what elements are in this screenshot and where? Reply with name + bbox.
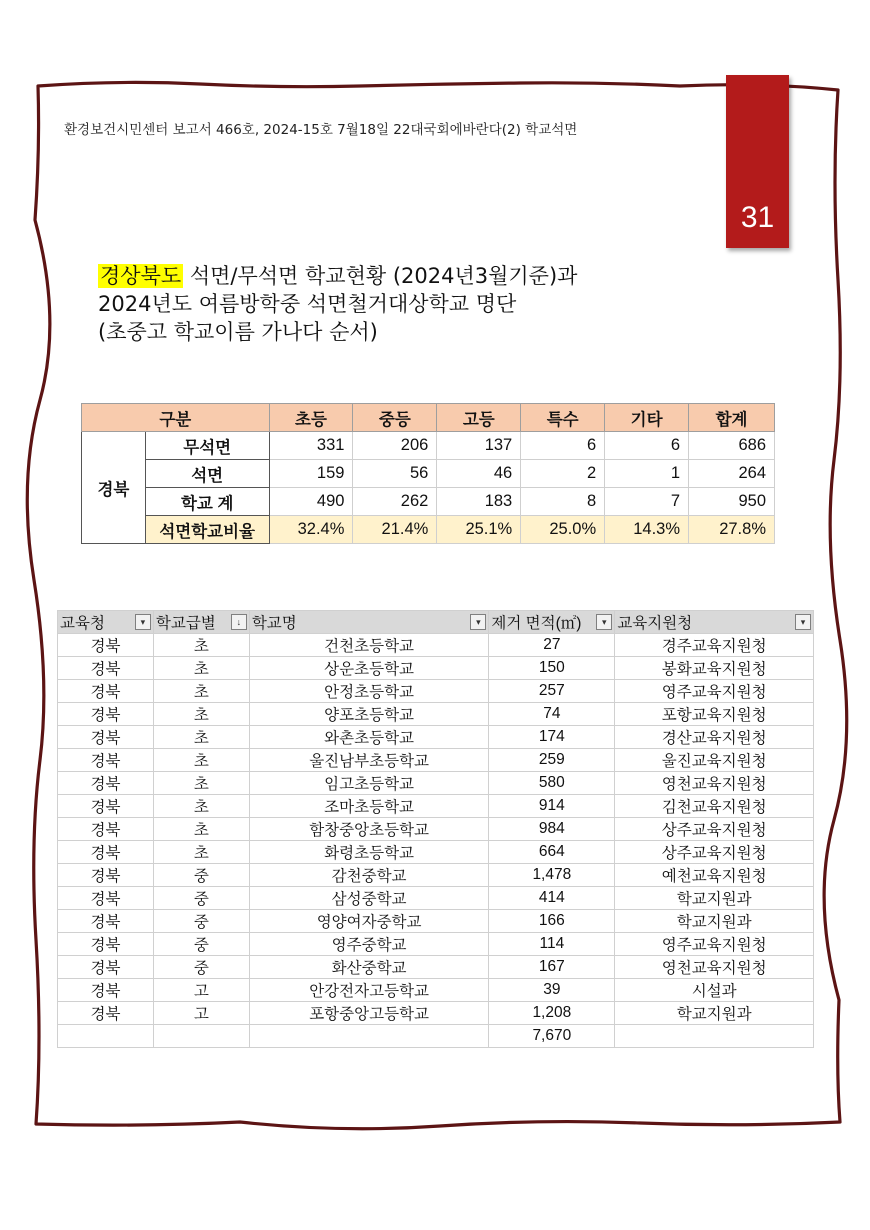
summary-cell: 950: [689, 488, 775, 516]
summary-cell: 183: [437, 488, 521, 516]
summary-cell: 159: [269, 460, 353, 488]
header-education-office[interactable]: [58, 611, 154, 634]
cell-school-name: 안정초등학교: [249, 680, 489, 703]
cell-school-name: 양포초등학교: [249, 703, 489, 726]
cell-support-office: 포항교육지원청: [615, 703, 814, 726]
summary-cell: 27.8%: [689, 516, 775, 544]
summary-row-label: 학교 계: [145, 488, 269, 516]
summary-header-category: 구분: [82, 404, 270, 432]
summary-cell: 262: [353, 488, 437, 516]
summary-cell: 7: [605, 488, 689, 516]
summary-table: [81, 403, 775, 544]
cell-education-office: 경북: [58, 634, 154, 657]
summary-row-asbestos: [82, 460, 775, 488]
table-row: [58, 956, 814, 979]
cell-education-office: 경북: [58, 749, 154, 772]
cell-school-level: 초: [153, 680, 249, 703]
report-header: 환경보건시민센터 보고서 466호, 2024-15호 7월18일 22대국회에바란다(2) 학교석면: [64, 122, 578, 138]
summary-cell: 686: [689, 432, 775, 460]
cell-support-office: 예천교육지원청: [615, 864, 814, 887]
cell-support-office: 상주교육지원청: [615, 841, 814, 864]
cell-support-office: 경산교육지원청: [615, 726, 814, 749]
summary-cell: 1: [605, 460, 689, 488]
cell-school-name: 조마초등학교: [249, 795, 489, 818]
summary-cell: 206: [353, 432, 437, 460]
list-header-row: [58, 611, 814, 634]
cell-removal-area: 150: [489, 657, 615, 680]
cell-support-office: 학교지원과: [615, 910, 814, 933]
cell-removal-area: 27: [489, 634, 615, 657]
cell-removal-area: 1,478: [489, 864, 615, 887]
table-row: [58, 703, 814, 726]
removal-school-list: [57, 610, 814, 1048]
summary-row-label: 무석면: [145, 432, 269, 460]
filter-dropdown-icon[interactable]: ▾: [470, 614, 486, 630]
summary-row-ratio: [82, 516, 775, 544]
summary-cell: 25.1%: [437, 516, 521, 544]
cell-school-level: 초: [153, 634, 249, 657]
cell-school-name: 함창중앙초등학교: [249, 818, 489, 841]
cell-removal-area: 167: [489, 956, 615, 979]
cell-education-office: 경북: [58, 703, 154, 726]
title-line-1-rest: 석면/무석면 학교현황 (2024년3월기준)과: [183, 264, 578, 288]
table-row: [58, 1002, 814, 1025]
cell-school-level: 초: [153, 795, 249, 818]
cell-school-name: 와촌초등학교: [249, 726, 489, 749]
summary-row-label: 석면: [145, 460, 269, 488]
table-row: [58, 979, 814, 1002]
filter-dropdown-icon[interactable]: ▾: [795, 614, 811, 630]
cell-school-name: 상운초등학교: [249, 657, 489, 680]
cell-education-office: 경북: [58, 680, 154, 703]
summary-row-asbestos-free: [82, 432, 775, 460]
summary-cell: 6: [521, 432, 605, 460]
cell-school-level: 초: [153, 703, 249, 726]
header-removal-area[interactable]: [489, 611, 615, 634]
cell-school-level: 중: [153, 864, 249, 887]
cell-support-office: 경주교육지원청: [615, 634, 814, 657]
cell-education-office: 경북: [58, 979, 154, 1002]
cell-education-office: 경북: [58, 795, 154, 818]
table-row: [58, 887, 814, 910]
summary-cell: 137: [437, 432, 521, 460]
cell-school-name: 감천중학교: [249, 864, 489, 887]
summary-header-high: 고등: [437, 404, 521, 432]
cell-support-office: 울진교육지원청: [615, 749, 814, 772]
table-row: [58, 795, 814, 818]
table-row: [58, 657, 814, 680]
cell-education-office: 경북: [58, 726, 154, 749]
header-label: 제거 면적(㎡): [491, 615, 582, 632]
summary-cell: 8: [521, 488, 605, 516]
title-line-3: (초중고 학교이름 가나다 순서): [98, 320, 378, 344]
table-row: [58, 933, 814, 956]
cell-school-name: 영양여자중학교: [249, 910, 489, 933]
cell-support-office: 시설과: [615, 979, 814, 1002]
header-label: 학교급별: [155, 615, 216, 632]
cell-education-office: 경북: [58, 1002, 154, 1025]
cell-school-level: 초: [153, 818, 249, 841]
cell-removal-area: 580: [489, 772, 615, 795]
cell-removal-area: 39: [489, 979, 615, 1002]
cell-support-office: 학교지원과: [615, 887, 814, 910]
cell-school-level: 고: [153, 979, 249, 1002]
cell-removal-area: 914: [489, 795, 615, 818]
empty-cell: [58, 1025, 154, 1048]
cell-education-office: 경북: [58, 956, 154, 979]
table-row: [58, 680, 814, 703]
header-school-level[interactable]: [153, 611, 249, 634]
cell-removal-area: 984: [489, 818, 615, 841]
summary-header-row: [82, 404, 775, 432]
cell-support-office: 영주교육지원청: [615, 933, 814, 956]
cell-education-office: 경북: [58, 818, 154, 841]
cell-removal-area: 174: [489, 726, 615, 749]
summary-header-other: 기타: [605, 404, 689, 432]
summary-cell: 331: [269, 432, 353, 460]
header-label: 교육청: [60, 615, 105, 632]
empty-cell: [153, 1025, 249, 1048]
cell-education-office: 경북: [58, 864, 154, 887]
cell-school-name: 건천초등학교: [249, 634, 489, 657]
cell-school-level: 중: [153, 956, 249, 979]
summary-row-total-schools: [82, 488, 775, 516]
cell-education-office: 경북: [58, 933, 154, 956]
total-area: 7,670: [489, 1025, 615, 1048]
summary-header-total: 합계: [689, 404, 775, 432]
cell-school-level: 중: [153, 933, 249, 956]
cell-school-level: 초: [153, 841, 249, 864]
cell-removal-area: 114: [489, 933, 615, 956]
cell-school-name: 임고초등학교: [249, 772, 489, 795]
cell-school-level: 초: [153, 726, 249, 749]
cell-removal-area: 166: [489, 910, 615, 933]
table-row: [58, 749, 814, 772]
title-line-2: 2024년도 여름방학중 석면철거대상학교 명단: [98, 292, 517, 316]
summary-row-label: 석면학교비율: [145, 516, 269, 544]
table-row: [58, 772, 814, 795]
title-highlight: 경상북도: [100, 264, 182, 288]
cell-removal-area: 414: [489, 887, 615, 910]
cell-support-office: 김천교육지원청: [615, 795, 814, 818]
cell-support-office: 학교지원과: [615, 1002, 814, 1025]
cell-education-office: 경북: [58, 772, 154, 795]
summary-cell: 56: [353, 460, 437, 488]
summary-cell: 46: [437, 460, 521, 488]
filter-dropdown-icon[interactable]: ▾: [596, 614, 612, 630]
summary-header-middle: 중등: [353, 404, 437, 432]
list-body: [58, 634, 814, 1048]
header-school-name[interactable]: [249, 611, 489, 634]
header-support-office[interactable]: [615, 611, 814, 634]
header-label: 학교명: [251, 615, 297, 632]
cell-support-office: 영주교육지원청: [615, 680, 814, 703]
cell-education-office: 경북: [58, 657, 154, 680]
summary-cell: 32.4%: [269, 516, 353, 544]
cell-school-name: 삼성중학교: [249, 887, 489, 910]
cell-support-office: 영천교육지원청: [615, 772, 814, 795]
summary-cell: 6: [605, 432, 689, 460]
summary-cell: 490: [269, 488, 353, 516]
summary-cell: 264: [689, 460, 775, 488]
summary-cell: 21.4%: [353, 516, 437, 544]
cell-removal-area: 74: [489, 703, 615, 726]
cell-removal-area: 259: [489, 749, 615, 772]
cell-support-office: 봉화교육지원청: [615, 657, 814, 680]
page-number: 31: [740, 201, 775, 234]
total-row: [58, 1025, 814, 1048]
title-line-1: [98, 262, 577, 290]
cell-school-name: 안강전자고등학교: [249, 979, 489, 1002]
cell-support-office: 영천교육지원청: [615, 956, 814, 979]
cell-education-office: 경북: [58, 841, 154, 864]
summary-cell: 14.3%: [605, 516, 689, 544]
page-number-tab: [726, 75, 789, 248]
table-row: [58, 910, 814, 933]
table-row: [58, 634, 814, 657]
cell-removal-area: 664: [489, 841, 615, 864]
empty-cell: [615, 1025, 814, 1048]
cell-school-name: 영주중학교: [249, 933, 489, 956]
cell-education-office: 경북: [58, 910, 154, 933]
table-row: [58, 864, 814, 887]
cell-education-office: 경북: [58, 887, 154, 910]
cell-school-name: 화산중학교: [249, 956, 489, 979]
cell-school-level: 고: [153, 1002, 249, 1025]
empty-cell: [249, 1025, 489, 1048]
cell-support-office: 상주교육지원청: [615, 818, 814, 841]
cell-school-name: 화령초등학교: [249, 841, 489, 864]
cell-school-level: 초: [153, 772, 249, 795]
header-label: 교육지원청: [617, 615, 693, 632]
table-row: [58, 818, 814, 841]
summary-region: 경북: [82, 432, 146, 544]
summary-cell: 25.0%: [521, 516, 605, 544]
cell-school-level: 중: [153, 910, 249, 933]
cell-school-level: 중: [153, 887, 249, 910]
sort-icon[interactable]: ↓: [231, 614, 247, 630]
summary-header-elementary: 초등: [269, 404, 353, 432]
cell-school-name: 울진남부초등학교: [249, 749, 489, 772]
section-title: [98, 262, 577, 346]
summary-cell: 2: [521, 460, 605, 488]
filter-icon[interactable]: ▾: [135, 614, 151, 630]
cell-school-level: 초: [153, 657, 249, 680]
cell-removal-area: 1,208: [489, 1002, 615, 1025]
cell-removal-area: 257: [489, 680, 615, 703]
summary-header-special: 특수: [521, 404, 605, 432]
table-row: [58, 841, 814, 864]
table-row: [58, 726, 814, 749]
cell-school-name: 포항중앙고등학교: [249, 1002, 489, 1025]
cell-school-level: 초: [153, 749, 249, 772]
